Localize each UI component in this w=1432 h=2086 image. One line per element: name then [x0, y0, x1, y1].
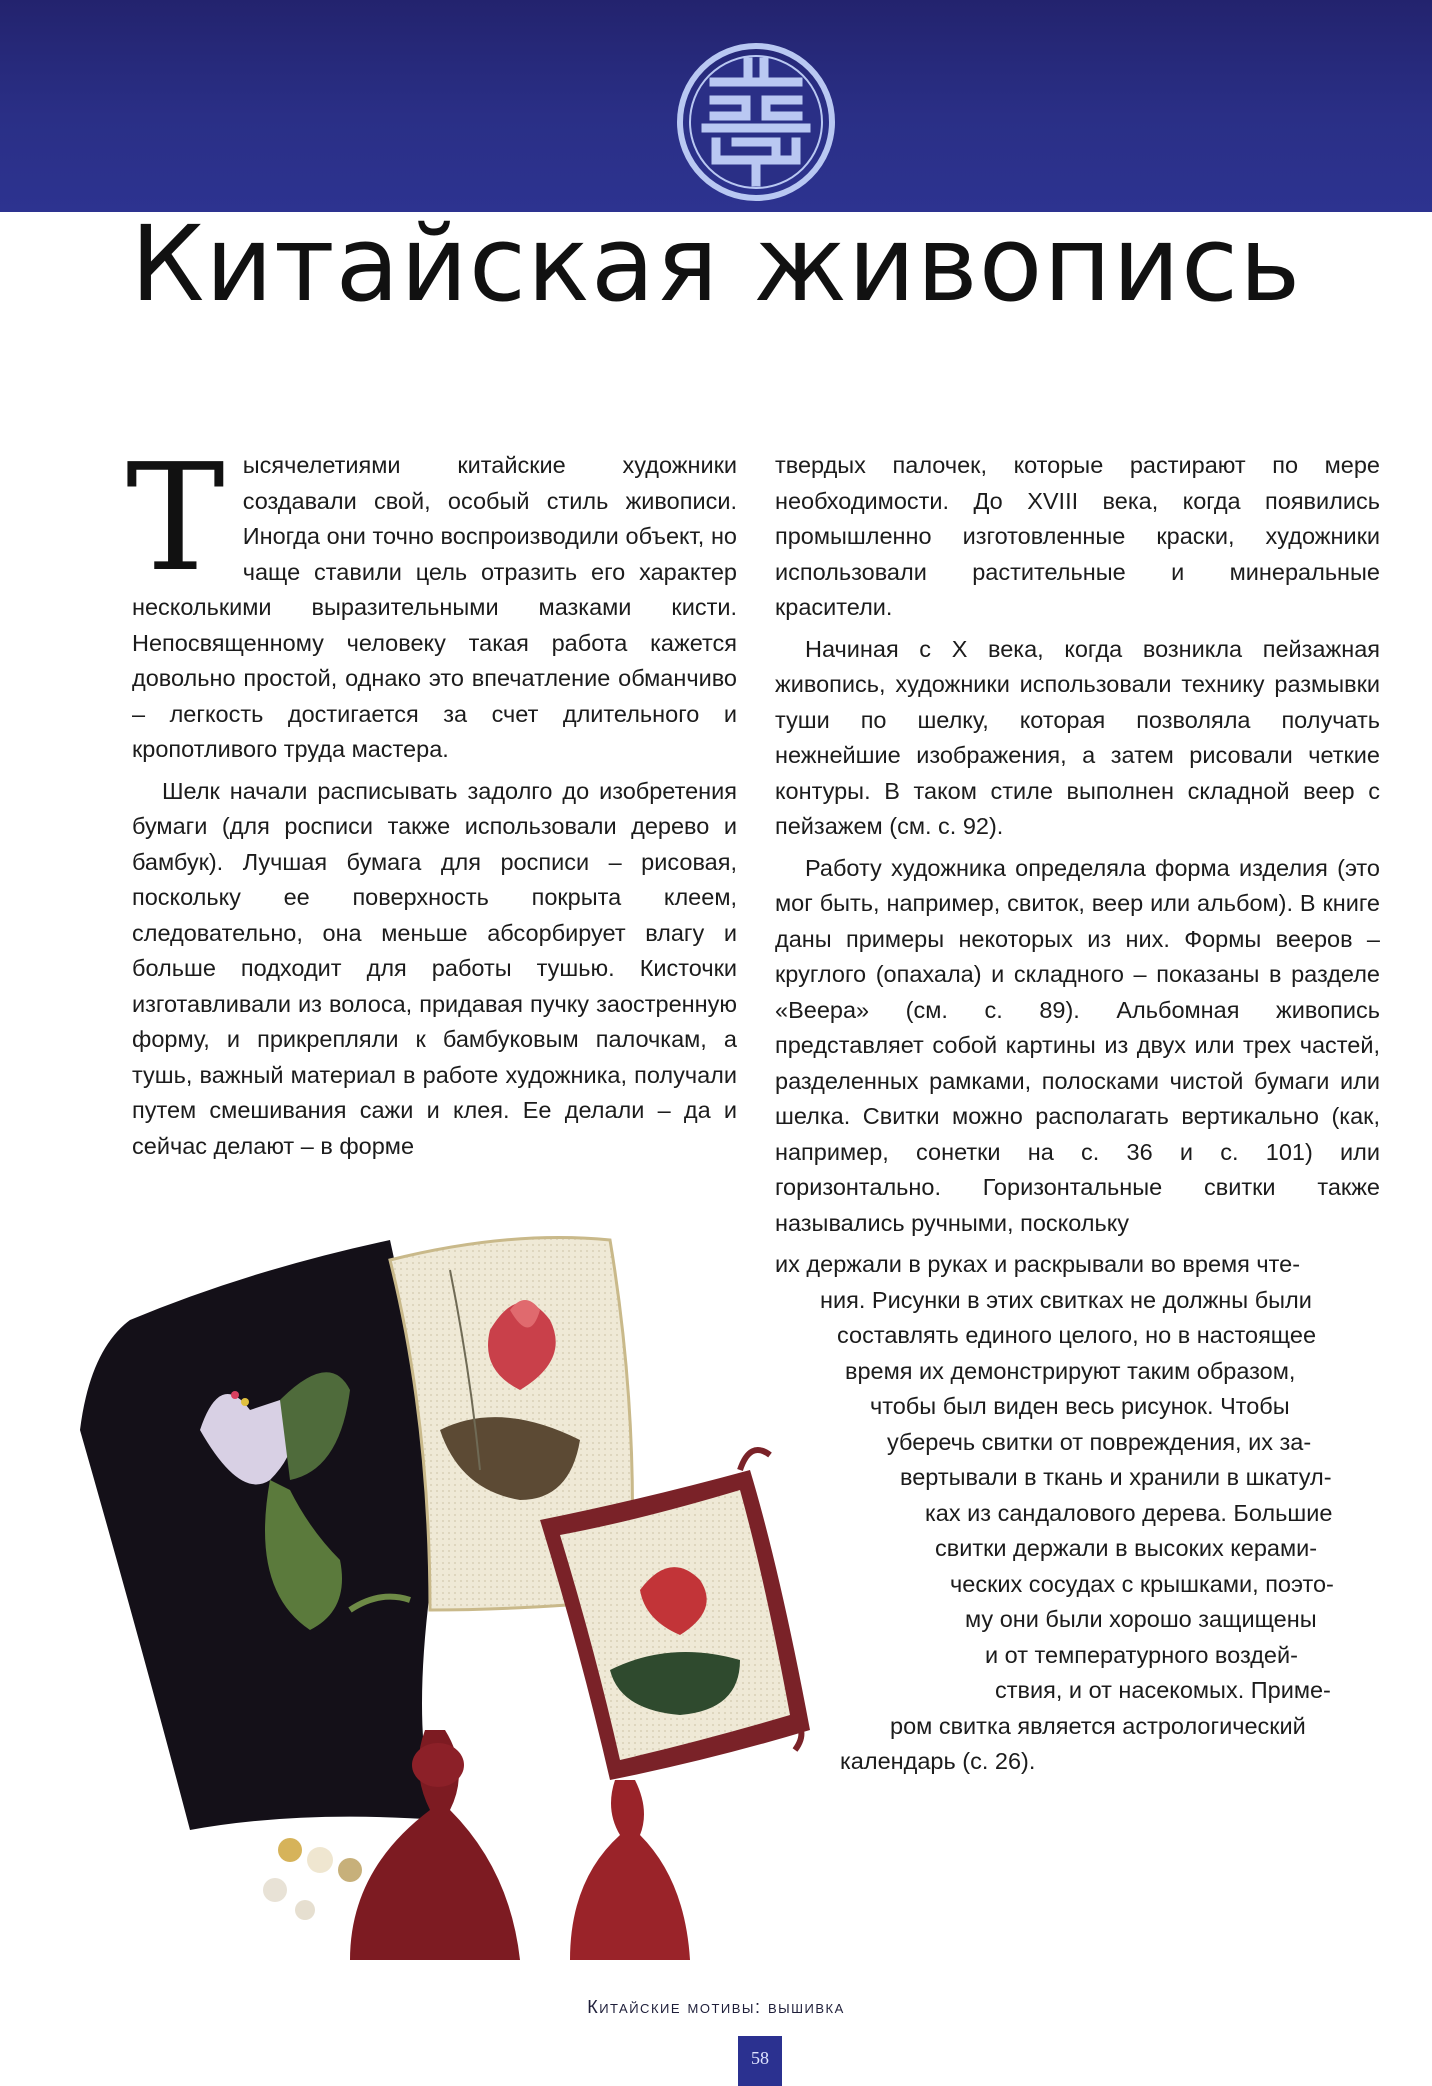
wrap-line: их держали в руках и раскрывали во время чте-: [775, 1251, 1301, 1277]
wrap-line: ния. Рисунки в этих свитках не должны были: [820, 1286, 1312, 1313]
shou-emblem-icon: [676, 42, 836, 202]
running-footer: Китайские мотивы: вышивка: [587, 1997, 845, 2017]
embroidered-pillows-photo: [50, 1170, 930, 1970]
bead-string: [263, 1838, 362, 1920]
paragraph-forms: Работу художника определяла форма изделия (это мог быть, например, свиток, веер или альбом). В книге даны примеры некоторых из них. Формы вееров – круглого (опахала) и складного – показаны в разделе «Веера» (см. с. 89). Альбомная живопись представляет собой картины из двух или трех частей, разделенных рамками, полосками чистой бумаги или шелка. Свитки можно располагать вертикально (как, например, сонетки на с. 36 и с. 101) или горизонтально. Горизонтальные свитки также назывались ручными, поскольку: [775, 854, 1380, 1236]
wrap-line: свитки держали в высоких керами-: [935, 1535, 1318, 1561]
wrap-line: ках из сандалового дерева. Большие: [925, 1499, 1333, 1526]
paragraph-sticks: твердых палочек, которые растирают по мере необходимости. До XVIII века, когда появились промышленно изготовленные краски, художники использовали растительные и минеральные красители.: [775, 452, 1380, 620]
wrap-line: составлять единого целого, но в настоящее: [837, 1322, 1317, 1348]
wrap-line: му они были хорошо защищены: [965, 1606, 1317, 1632]
wrap-line: уберечь свитки от повреждения, их за-: [887, 1428, 1312, 1455]
wrap-line: чтобы был виден весь рисунок. Чтобы: [870, 1393, 1290, 1419]
red-tassel-small: [570, 1780, 690, 1960]
wrap-line: вертывали в ткань и хранили в шкатул-: [900, 1464, 1332, 1490]
black-pillow: [80, 1240, 440, 1830]
left-text-column: [126, 432, 737, 1170]
paragraph-landscape: Начиная с X века, когда возникла пейзажная живопись, художники использовали технику размывки туши по шелку, которая позволяла получать нежнейшие изображения, а затем рисовали четкие контуры. В таком стиле выполнен складной веер с пейзажем (см. с. 92).: [775, 635, 1380, 839]
wrap-line: ром свитка является астрологический: [890, 1712, 1306, 1739]
wrap-line: и от температурного воздей-: [985, 1641, 1298, 1668]
wrap-line: время их демонстрируют таким образом,: [845, 1357, 1296, 1384]
drop-cap: Т: [126, 432, 225, 604]
paragraph-silk: Шелк начали расписывать задолго до изобретения бумаги (для росписи также использовали дерево и бамбук). Лучшая бумага для росписи – рисовая, поскольку ее поверхность покрыта клеем, следовательно, она меньше абсорбирует влагу и больше подходит для работы тушью. Кисточки изготавливали из волоса, придавая пучку заостренную форму, и прикрепляли к бамбуковым палочкам, а тушь, важный материал в работе художника, получали путем смешивания сажи и клея. Ее делали – да и сейчас делают – в форме: [132, 777, 737, 1159]
wrap-line: календарь (с. 26).: [840, 1748, 1036, 1774]
intro-paragraph: Тысячелетиями китайские художники создавали свой, особый стиль живописи. Иногда они точно воспроизводили объект, но чаще ставили цель отразить его характер несколькими выразительными мазками кисти. Непосвященному человеку такая работа кажется довольно простой, однако это впечатление обманчиво – легкость достигается за счет длительного и кропотливого труда мастера.: [126, 432, 737, 762]
page-number: 58: [738, 2036, 782, 2086]
wrap-line: ствия, и от насекомых. Приме-: [995, 1677, 1331, 1703]
page-title: Китайская живопись: [130, 203, 1302, 325]
wrap-line: ческих сосудах с крышками, поэто-: [950, 1570, 1334, 1597]
